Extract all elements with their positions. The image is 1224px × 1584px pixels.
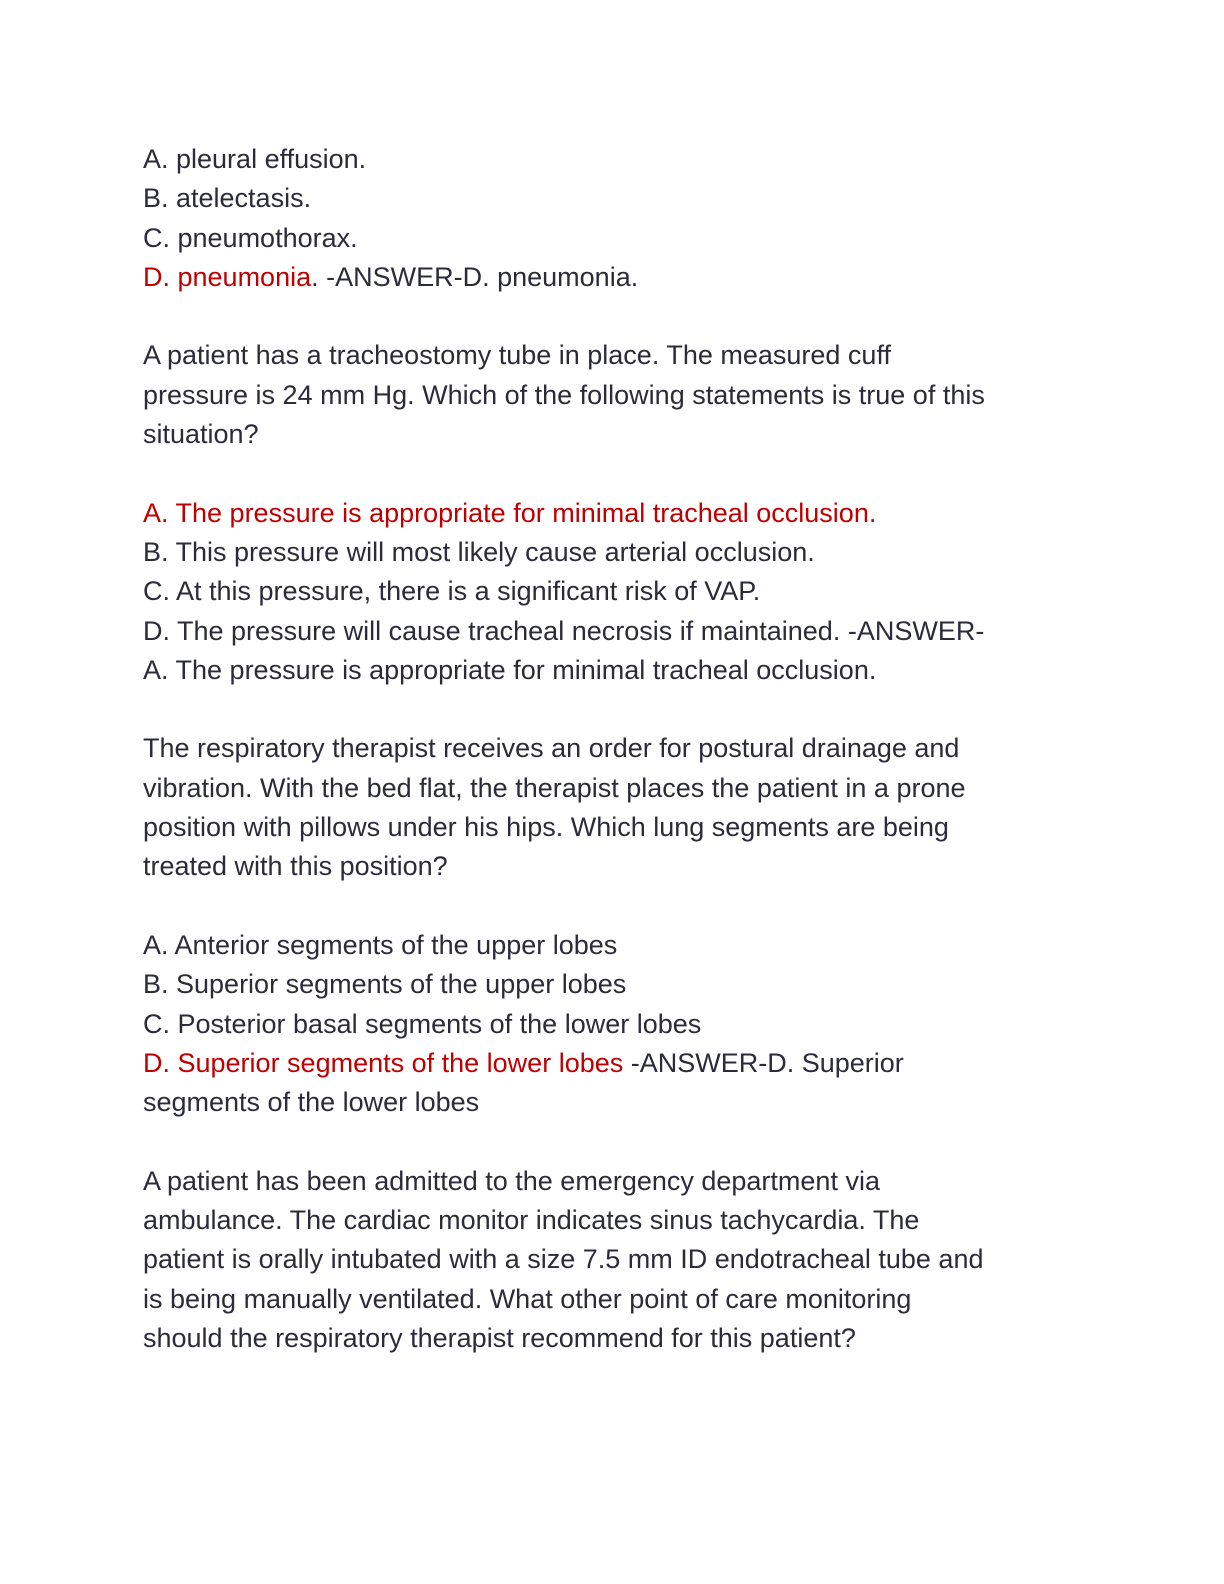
spacer bbox=[143, 690, 1103, 729]
question-3-block bbox=[143, 729, 1103, 1122]
q2-option-c: C. At this pressure, there is a significant risk of VAP. bbox=[143, 576, 761, 607]
q2-correct-option: A. The pressure is appropriate for minimal tracheal occlusion. bbox=[143, 497, 877, 528]
question-4-block bbox=[143, 1162, 1103, 1358]
q3-answer: -ANSWER-D. Superior bbox=[623, 1047, 904, 1078]
q3-answer-continuation: segments of the lower lobes bbox=[143, 1087, 480, 1118]
q2-answer: A. The pressure is appropriate for minimal tracheal occlusion. bbox=[143, 654, 877, 685]
q4-question-line: A patient has been admitted to the emergency department via bbox=[143, 1165, 880, 1196]
q3-option-c: C. Posterior basal segments of the lower lobes bbox=[143, 1008, 702, 1039]
q2-question-line: A patient has a tracheostomy tube in place. The measured cuff bbox=[143, 340, 891, 371]
document-page bbox=[143, 140, 1103, 1358]
q1-option-c: C. pneumothorax. bbox=[143, 222, 358, 253]
q3-option-b: B. Superior segments of the upper lobes bbox=[143, 969, 627, 1000]
q4-question-line: patient is orally intubated with a size 7.5 mm ID endotracheal tube and bbox=[143, 1244, 984, 1275]
question-1-block bbox=[143, 140, 1103, 297]
q3-option-a: A. Anterior segments of the upper lobes bbox=[143, 929, 618, 960]
q1-answer: . -ANSWER-D. pneumonia. bbox=[311, 261, 639, 292]
q3-question-line: treated with this position? bbox=[143, 851, 448, 882]
q3-question-line: vibration. With the bed flat, the therapist places the patient in a prone bbox=[143, 772, 966, 803]
q1-option-b: B. atelectasis. bbox=[143, 183, 312, 214]
q3-correct-option: D. Superior segments of the lower lobes bbox=[143, 1047, 624, 1078]
q1-option-d-line bbox=[143, 258, 1103, 297]
q1-correct-option: D. pneumonia bbox=[143, 261, 312, 292]
q4-question-line: ambulance. The cardiac monitor indicates sinus tachycardia. The bbox=[143, 1205, 920, 1236]
q3-question-line: The respiratory therapist receives an order for postural drainage and bbox=[143, 733, 960, 764]
q3-option-d-line bbox=[143, 1044, 1103, 1083]
q2-question-line: situation? bbox=[143, 419, 259, 450]
spacer bbox=[143, 887, 1103, 926]
q1-option-a: A. pleural effusion. bbox=[143, 144, 367, 174]
q2-question-line: pressure is 24 mm Hg. Which of the following statements is true of this bbox=[143, 379, 985, 410]
q4-question-line: is being manually ventilated. What other point of care monitoring bbox=[143, 1283, 912, 1314]
question-2-block bbox=[143, 336, 1103, 690]
q3-question-line: position with pillows under his hips. Which lung segments are being bbox=[143, 812, 949, 843]
q4-question-line: should the respiratory therapist recommend for this patient? bbox=[143, 1322, 856, 1353]
q2-option-b: B. This pressure will most likely cause arterial occlusion. bbox=[143, 536, 815, 567]
q2-option-d: D. The pressure will cause tracheal necrosis if maintained. -ANSWER- bbox=[143, 615, 985, 646]
spacer bbox=[143, 454, 1103, 493]
spacer bbox=[143, 1122, 1103, 1161]
spacer bbox=[143, 297, 1103, 336]
